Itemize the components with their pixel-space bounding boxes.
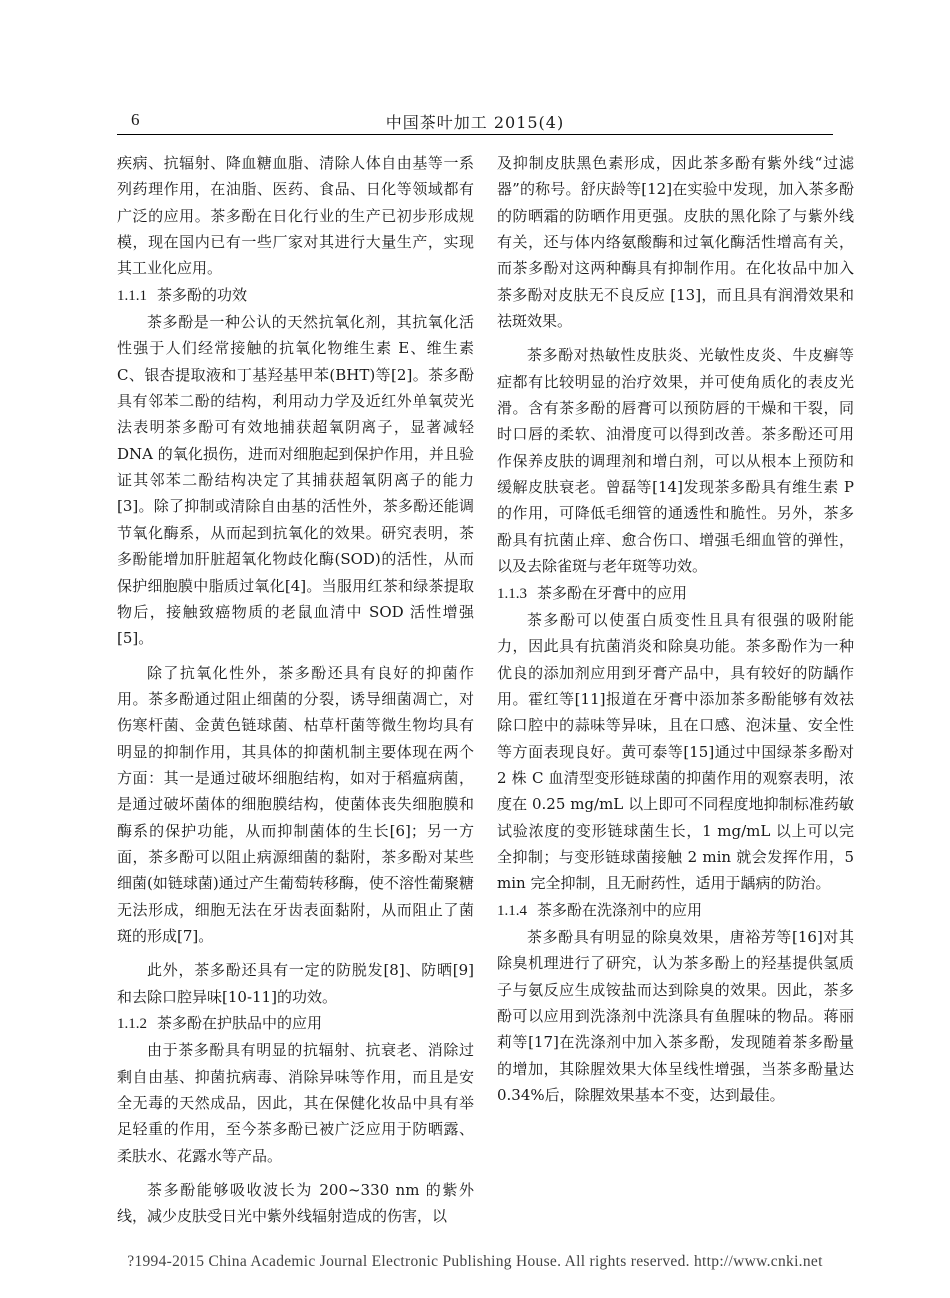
left-column bbox=[117, 150, 474, 1230]
journal-title: 中国茶叶加工 2015(4) bbox=[385, 113, 565, 132]
page-header bbox=[117, 110, 833, 135]
section-number: 1.1.1 bbox=[117, 287, 147, 304]
paragraph: 茶多酚对热敏性皮肤炎、光敏性皮炎、牛皮癣等症都有比较明显的治疗效果，并可使角质化的表皮光滑。含有茶多酚的唇膏可以预防唇的干燥和干裂，同时口唇的柔软、油滑度可以得到改善。茶多酚还可用作保养皮肤的调理剂和增白剂，可以从根本上预防和缓解皮肤衰老。曾磊等[14]发现茶多酚具有维生素 P 的作用，可降低毛细管的通透性和脆性。另外，茶多酚具有抗菌止痒、愈合伤口、增强毛细血管的弹性，以及去除雀斑与老年斑等功效。 bbox=[497, 346, 854, 576]
section-number: 1.1.2 bbox=[117, 1016, 147, 1032]
section-heading bbox=[117, 282, 474, 309]
section-title: 茶多酚在牙膏中的应用 bbox=[537, 583, 688, 602]
section-heading bbox=[497, 897, 854, 924]
paragraph: 茶多酚是一种公认的天然抗氧化剂，其抗氧化活性强于人们经常接触的抗氧化物维生素 E、维生素 C、银杏提取液和丁基羟基甲苯(BHT)等[2]。茶多酚具有邻苯二酚的结构，利用动力学及近红外单氧荧光法表明茶多酚可有效地捕获超氧阴离子，显著减轻 DNA 的氧化损伤，进而对细胞起到保护作用，并且验证其邻苯二酚结构决定了其捕获超氧阴离子的能力[3]。除了抑制或清除自由基的活性外，茶多酚还能调节氧化酶系，从而起到抗氧化的效果。研究表明，茶多酚能增加肝脏超氧化物歧化酶(SOD)的活性，从而保护细胞膜中脂质过氧化[4]。当服用红茶和绿茶提取物后，接触致癌物质的老鼠血清中 SOD 活性增强[5]。 bbox=[117, 313, 474, 648]
paragraph: 茶多酚可以使蛋白质变性且具有很强的吸附能力，因此具有抗菌消炎和除臭功能。茶多酚作为一种优良的添加剂应用到牙膏产品中，具有较好的防龋作用。霍红等[11]报道在牙膏中添加茶多酚能够有效祛除口腔中的蒜味等异味，且在口感、泡沫量、安全性等方面表现良好。黄可泰等[15]通过中国绿茶多酚对 2 株 C 血清型变形链球菌的抑菌作用的观察表明，浓度在 0.25 mg/mL 以上即可不同程度地抑制标准药敏试验浓度的变形链球菌生长，1 mg/mL 以上可以完全抑制；与变形链球菌接触 2 min 就会发挥作用，5 min 完全抑制，且无耐药性，适用于龋病的防治。 bbox=[497, 610, 854, 893]
right-column bbox=[497, 150, 854, 1108]
section-title: 茶多酚在洗涤剂中的应用 bbox=[537, 900, 703, 919]
section-number: 1.1.3 bbox=[497, 585, 527, 602]
section-title: 茶多酚的功效 bbox=[157, 285, 248, 304]
paragraph: 由于茶多酚具有明显的抗辐射、抗衰老、消除过剩自由基、抑菌抗病毒、消除异味等作用，而且是安全无毒的天然成品，因此，其在保健化妆品中具有举足轻重的作用，至今茶多酚已被广泛应用于防晒露、柔肤水、花露水等产品。 bbox=[117, 1041, 474, 1165]
page-number: 6 bbox=[131, 110, 140, 129]
paragraph: 及抑制皮肤黑色素形成，因此茶多酚有紫外线“过滤器”的称号。舒庆龄等[12]在实验中发现，加入茶多酚的防晒霜的防晒作用更强。皮肤的黑化除了与紫外线有关，还与体内络氨酸酶和过氧化酶活性增高有关，而茶多酚对这两种酶具有抑制作用。在化妆品中加入茶多酚对皮肤无不良反应 [13]，而且具有润滑效果和祛斑效果。 bbox=[497, 154, 854, 331]
paragraph: 茶多酚能够吸收波长为 200~330 nm 的紫外线，减少皮肤受日光中紫外线辐射造成的伤害，以 bbox=[117, 1181, 474, 1226]
paragraph: 茶多酚具有明显的除臭效果，唐裕芳等[16]对其除臭机理进行了研究，认为茶多酚上的羟基提供氢质子与氨反应生成铵盐而达到除臭的效果。因此，茶多酚可以应用到洗涤剂中洗涤具有鱼腥味的物品。蒋丽莉等[17]在洗涤剂中加入茶多酚，发现随着茶多酚量的增加，其除腥效果大体呈线性增强，当茶多酚量达 0.34%后，除腥效果基本不变，达到最佳。 bbox=[497, 927, 854, 1105]
section-heading bbox=[497, 580, 854, 607]
section-number: 1.1.4 bbox=[497, 902, 527, 919]
paragraph: 此外，茶多酚还具有一定的防脱发[8]、防晒[9]和去除口腔异味[10-11]的功效。 bbox=[117, 961, 474, 1006]
section-title: 茶多酚在护肤品中的应用 bbox=[157, 1014, 323, 1032]
paragraph: 疾病、抗辐射、降血糖血脂、清除人体自由基等一系列药理作用，在油脂、医药、食品、日化等领域都有广泛的应用。茶多酚在日化行业的生产已初步形成规模，现在国内已有一些厂家对其进行大量生产，实现其工业化应用。 bbox=[117, 154, 474, 278]
paragraph: 除了抗氧化性外，茶多酚还具有良好的抑菌作用。茶多酚通过阻止细菌的分裂，诱导细菌凋亡，对伤寒杆菌、金黄色链球菌、枯草杆菌等微生物均具有明显的抑制作用，其具体的抑菌机制主要体现在两个方面：其一是通过破坏细胞结构，如对于稻瘟病菌，是通过破坏菌体的细胞膜结构，使菌体丧失细胞膜和酶系的保护功能，从而抑制菌体的生长[6]；另一方面，茶多酚可以阻止病源细菌的黏附，茶多酚对某些细菌(如链球菌)通过产生葡萄转移酶，使不溶性葡聚糖无法形成，细胞无法在牙齿表面黏附，从而阻止了菌斑的形成[7]。 bbox=[117, 663, 474, 945]
section-heading bbox=[117, 1010, 474, 1037]
copyright-footer: ?1994-2015 China Academic Journal Electronic Publishing House. All rights reserved. http://www.cnki.net bbox=[127, 1253, 823, 1270]
